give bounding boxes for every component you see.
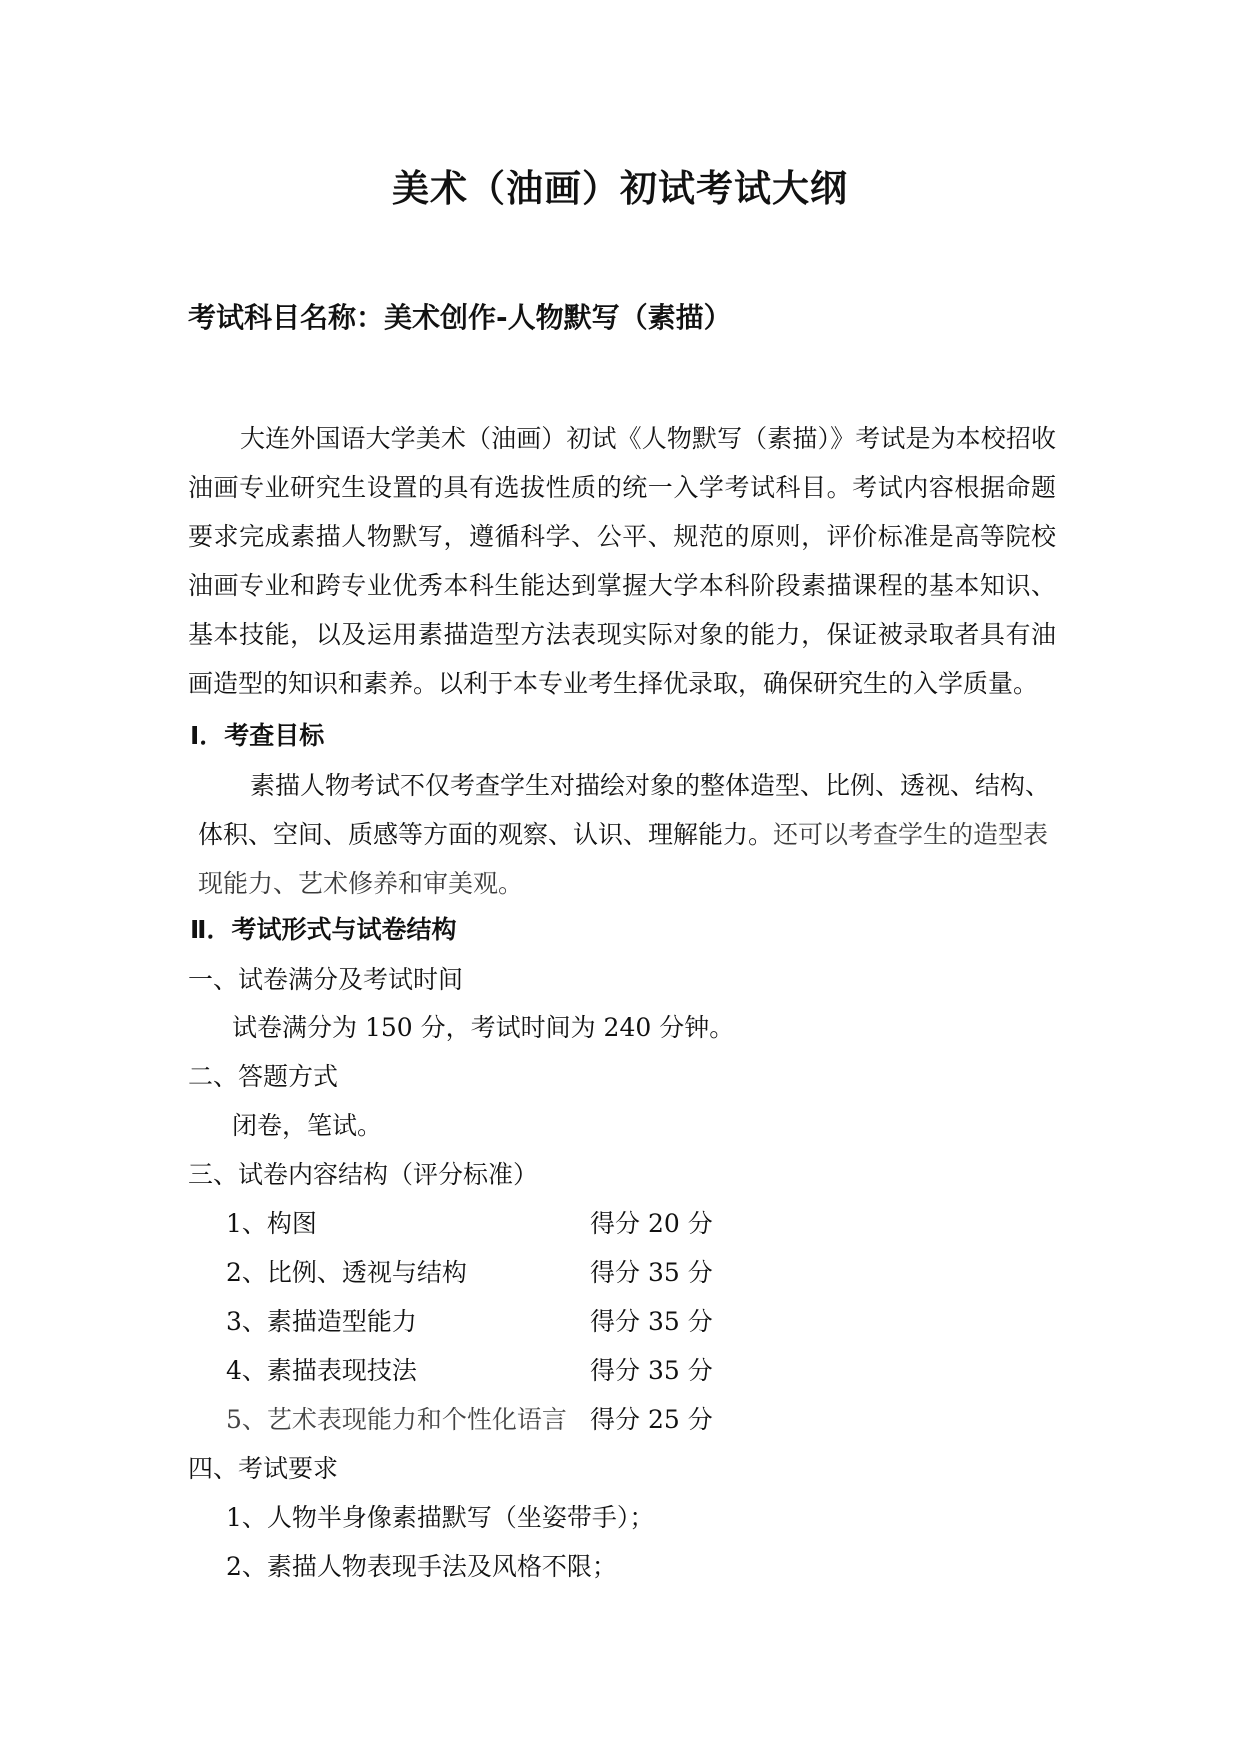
objective-main-text: 素描人物考试不仅考查学生对描绘对象的整体造型、比例、透视、结构、体积、空间、质感等方面的观察、认识、理解能力。 bbox=[198, 771, 1051, 849]
score-item-label: 1、构图 bbox=[226, 1209, 317, 1238]
part-heading-requirements: 四、考试要求 bbox=[188, 1454, 339, 1483]
document-title: 美术（油画）初试考试大纲 bbox=[392, 167, 848, 210]
score-time-text: 试卷满分为 150 分，考试时间为 240 分钟。 bbox=[232, 1013, 735, 1042]
score-item-value: 得分 20 分 bbox=[590, 1209, 713, 1238]
part-heading-answer-method: 二、答题方式 bbox=[188, 1062, 339, 1091]
section-heading-format: Ⅱ．考试形式与试卷结构 bbox=[190, 915, 457, 944]
intro-paragraph: 大连外国语大学美术（油画）初试《人物默写（素描）》考试是为本校招收油画专业研究生设置的具有选拔性质的统一入学考试科目。考试内容根据命题要求完成素描人物默写，遵循科学、公平、规范的原则，评价标准是高等院校油画专业和跨专业优秀本科生能达到掌握大学本科阶段素描课程的基本知识、基本技能，以及运用素描造型方法表现实际对象的能力，保证被录取者具有油画造型的知识和素养。以利于本专业考生择优录取，确保研究生的入学质量。 bbox=[188, 424, 1056, 698]
score-item-label: 2、比例、透视与结构 bbox=[226, 1258, 467, 1287]
objective-extra-text: 还可以考查学生的造型表现能力、艺术修养和审美观。 bbox=[198, 820, 1049, 898]
score-item-value: 得分 25 分 bbox=[590, 1405, 713, 1434]
requirement-item: 2、素描人物表现手法及风格不限； bbox=[226, 1552, 617, 1581]
score-item-label: 4、素描表现技法 bbox=[226, 1356, 417, 1385]
requirement-item: 1、人物半身像素描默写（坐姿带手）； bbox=[226, 1503, 655, 1532]
score-item-label: 5、艺术表现能力和个性化语言 bbox=[226, 1405, 567, 1434]
answer-method-text: 闭卷，笔试。 bbox=[232, 1111, 383, 1140]
score-item-label: 3、素描造型能力 bbox=[226, 1307, 417, 1336]
score-item-value: 得分 35 分 bbox=[590, 1356, 713, 1385]
part-heading-content-structure: 三、试卷内容结构（评分标准） bbox=[188, 1160, 539, 1189]
exam-subject-heading: 考试科目名称：美术创作-人物默写（素描） bbox=[188, 301, 732, 334]
objective-paragraph bbox=[198, 761, 1058, 908]
score-item-value: 得分 35 分 bbox=[590, 1307, 713, 1336]
part-heading-score-time: 一、试卷满分及考试时间 bbox=[188, 965, 464, 994]
section-heading-objective: Ⅰ．考查目标 bbox=[190, 721, 325, 750]
score-item-value: 得分 35 分 bbox=[590, 1258, 713, 1287]
